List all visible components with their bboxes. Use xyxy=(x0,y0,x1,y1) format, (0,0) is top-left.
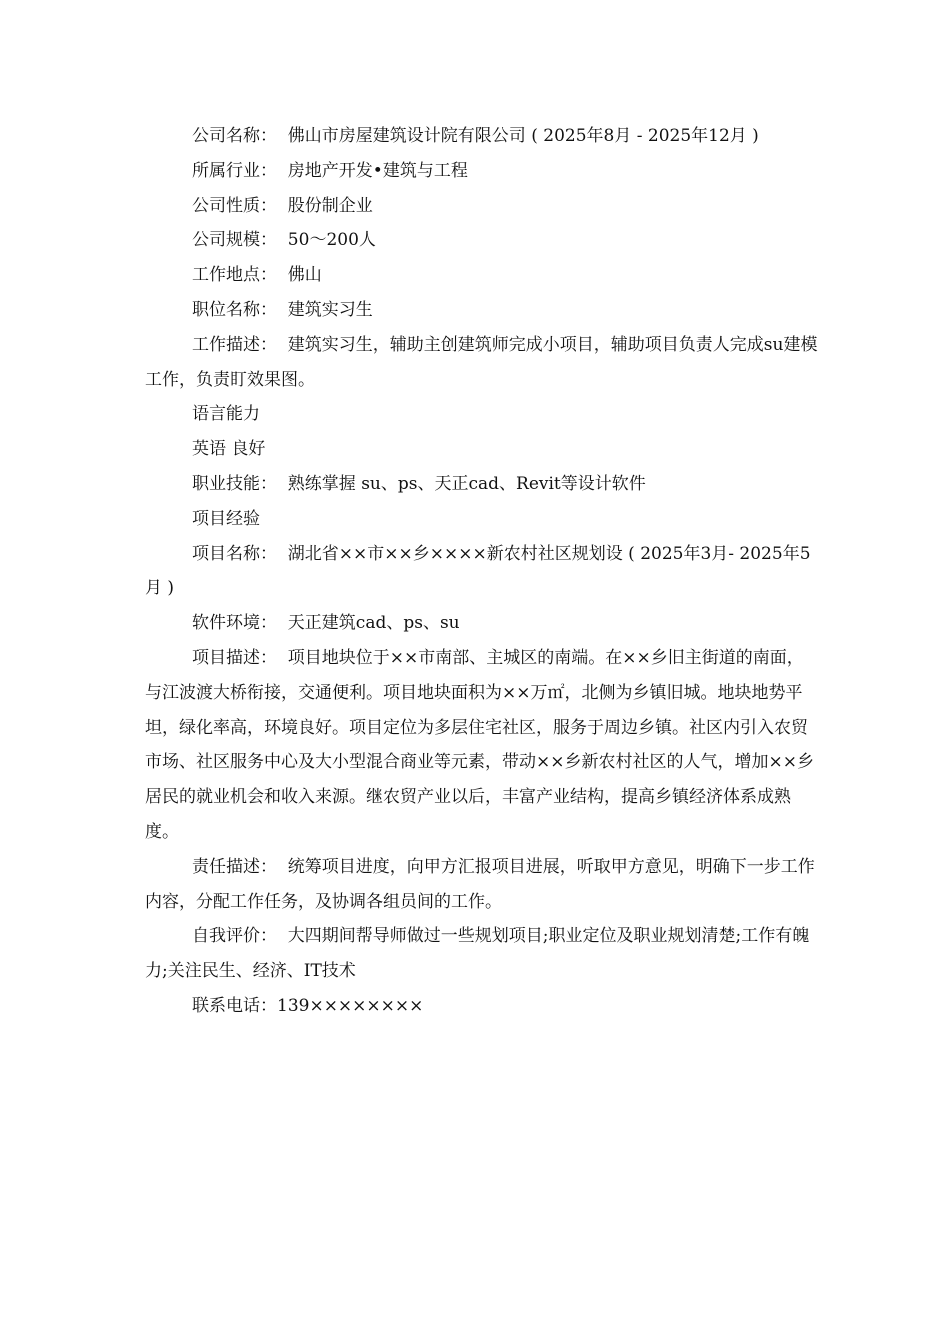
software-environment-line: 软件环境： 天正建筑cad、ps、su xyxy=(192,613,460,634)
responsibility-paragraph: 责任描述： 统筹项目进度，向甲方汇报项目进展，听取甲方意见，明确下一步工作内容，分配工作任务，及协调各组员间的工作。 xyxy=(145,856,815,912)
industry-line: 所属行业： 房地产开发•建筑与工程 xyxy=(192,160,468,181)
contact-phone-line: 联系电话：139×××××××× xyxy=(192,995,424,1016)
project-name-line: 项目名称： 湖北省××市××乡××××新农村社区规划设 ( 2025年3月- 2025年5月 ) xyxy=(145,543,811,599)
resume-page xyxy=(145,119,820,1024)
language-heading: 语言能力 xyxy=(192,404,260,425)
company-size-line: 公司规模： 50～200人 xyxy=(192,230,376,251)
job-description-paragraph: 工作描述： 建筑实习生，辅助主创建筑师完成小项目，辅助项目负责人完成su建模工作，负责盯效果图。 xyxy=(145,334,818,390)
company-name-line: 公司名称： 佛山市房屋建筑设计院有限公司 ( 2025年8月 - 2025年12月 ) xyxy=(192,126,759,146)
company-type-line: 公司性质： 股份制企业 xyxy=(192,195,373,216)
skills-line: 职业技能： 熟练掌握 su、ps、天正cad、Revit等设计软件 xyxy=(192,473,646,494)
english-level-line: 英语 良好 xyxy=(192,439,266,460)
position-line: 职位名称： 建筑实习生 xyxy=(192,299,373,320)
work-location-line: 工作地点： 佛山 xyxy=(192,265,322,286)
project-description-paragraph: 项目描述： 项目地块位于××市南部、主城区的南端。在××乡旧主街道的南面，与江波渡大桥衔接，交通便利。项目地块面积为××万㎡，北侧为乡镇旧城。地块地势平坦，绿化率高，环境良好。项目定位为多层住宅社区，服务于周边乡镇。社区内引入农贸市场、社区服务中心及大小型混合商业等元素，带动××乡新农村社区的人气，增加××乡居民的就业机会和收入来源。继农贸产业以后，丰富产业结构，提高乡镇经济体系成熟度。 xyxy=(145,647,814,842)
project-experience-heading: 项目经验 xyxy=(192,508,260,529)
self-evaluation-paragraph: 自我评价： 大四期间帮导师做过一些规划项目;职业定位及职业规划清楚;工作有魄力;关注民生、经济、IT技术 xyxy=(145,926,810,982)
